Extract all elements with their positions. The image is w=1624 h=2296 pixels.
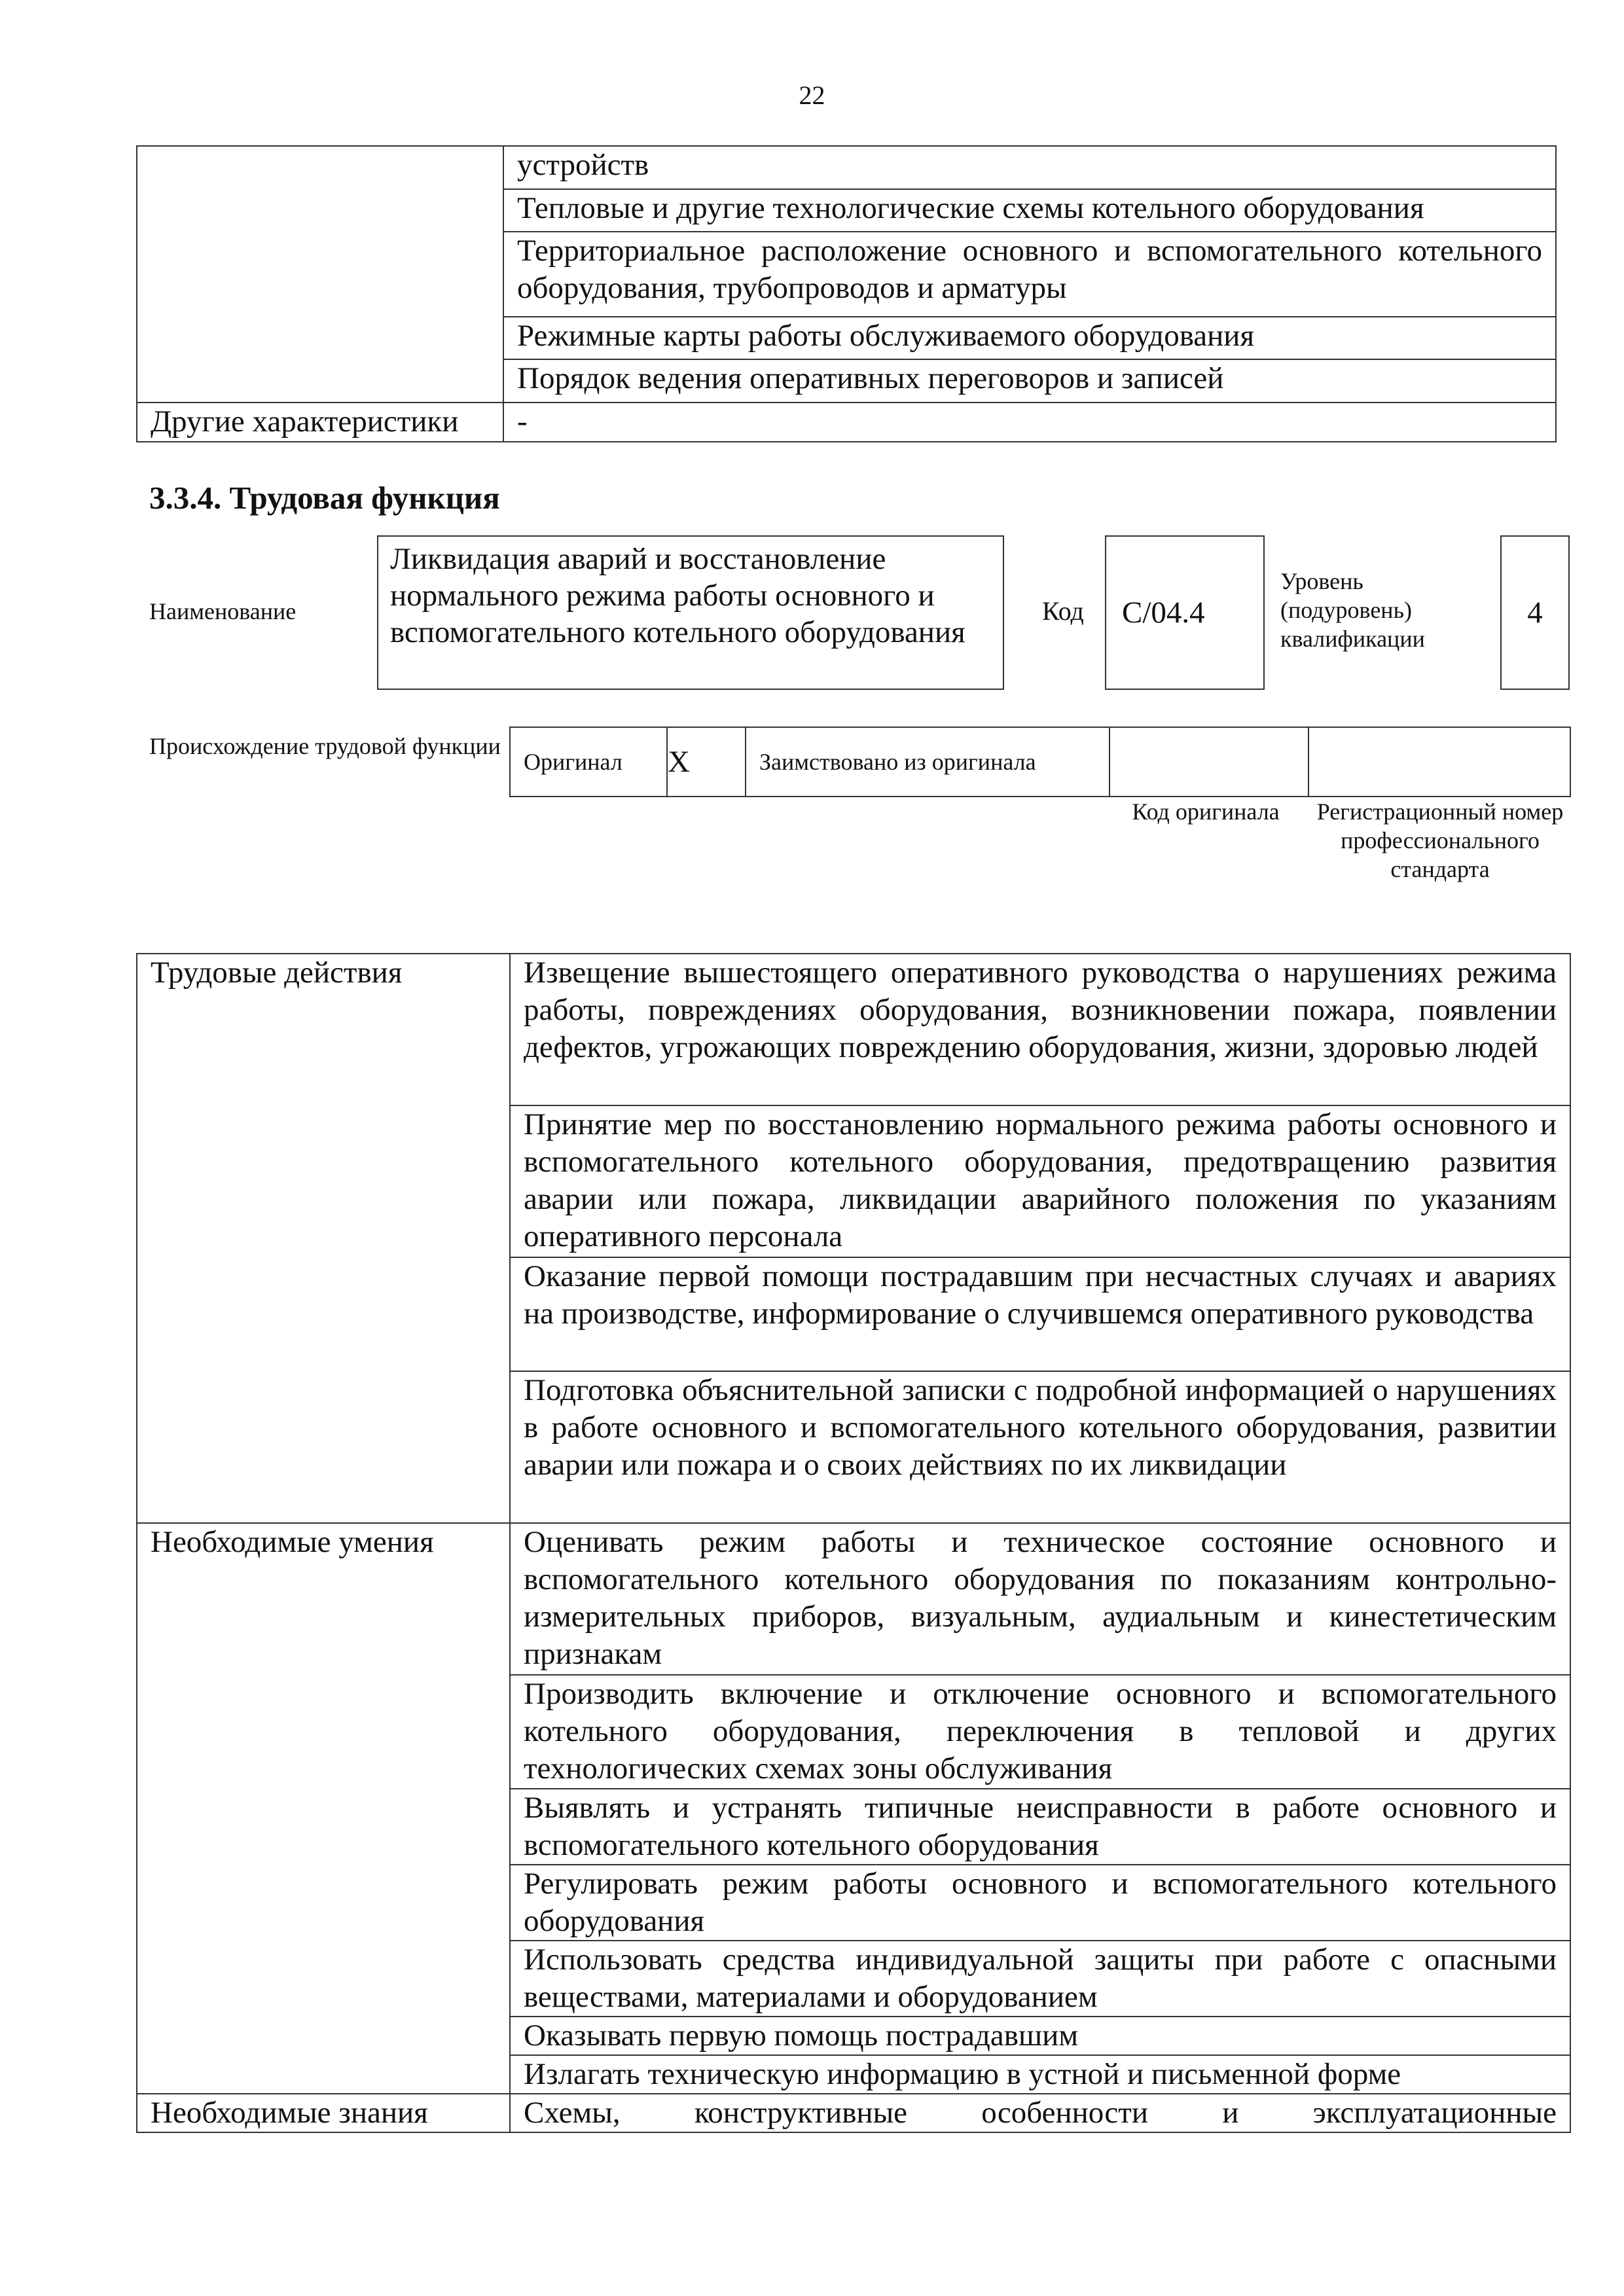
code-label: Код (1042, 596, 1084, 626)
table-row: Оценивать режим работы и техническое состояние основного и вспомогательного котельного оборудования по показаниям контрольно-измерительных приборов, визуальным, аудиальным и кинестетическим признакам (510, 1523, 1570, 1675)
other-characteristics-label: Другие характеристики (137, 403, 503, 442)
continuation-row: Порядок ведения оперативных переговоров и записей (503, 359, 1556, 403)
group-label: Необходимые знания (137, 2094, 510, 2132)
origin-original-label: Оригинал (510, 727, 667, 797)
name-label: Наименование (149, 598, 297, 624)
table-row: Выявлять и устранять типичные неисправности в работе основного и вспомогательного котельного оборудования (510, 1789, 1570, 1865)
name-value: Ликвидация аварий и восстановление нормального режима работы основного и вспомогательного котельного оборудования (377, 535, 1004, 690)
code-caption: Код оригинала (1132, 798, 1280, 825)
labor-function-table (136, 953, 1571, 2133)
table-row: Схемы, конструктивные особенности и эксплуатационные (510, 2094, 1570, 2132)
origin-reg-cell (1308, 727, 1570, 797)
table-row: Подготовка объяснительной записки с подробной информацией о нарушениях в работе основного и вспомогательного котельного оборудования, развитии аварии или пожара и о своих действиях по их ликвидации (510, 1371, 1570, 1523)
origin-table (509, 726, 1571, 797)
section-title: 3.3.4. Трудовая функция (149, 480, 500, 516)
continuation-row: Территориальное расположение основного и вспомогательного котельного оборудования, трубопроводов и арматуры (503, 232, 1556, 316)
continuation-row: Тепловые и другие технологические схемы котельного оборудования (503, 189, 1556, 232)
table-row: Извещение вышестоящего оперативного руководства о нарушениях режима работы, повреждениях оборудования, возникновении пожара, появлении дефектов, угрожающих повреждению оборудования, жизни, здоровью людей (510, 954, 1570, 1105)
origin-label: Происхождение трудовой функции (149, 733, 501, 759)
table-row: Оказание первой помощи пострадавшим при несчастных случаях и авариях на производстве, информирование о случившемся оперативного руководства (510, 1257, 1570, 1371)
qualification-level-label: Уровень (подуровень) квалификации (1280, 568, 1425, 652)
group-label: Необходимые умения (137, 1523, 510, 2094)
table-row: Производить включение и отключение основного и вспомогательного котельного оборудования, переключения в тепловой и других технологических схемах зоны обслуживания (510, 1675, 1570, 1789)
table-row: Принятие мер по восстановлению нормального режима работы основного и вспомогательного котельного оборудования, предотвращению развития аварии или пожара, ликвидации аварийного положения по указаниям оперативного персонала (510, 1105, 1570, 1257)
continuation-table (136, 145, 1557, 442)
group-label: Трудовые действия (137, 954, 510, 1523)
continuation-label-cell (137, 146, 503, 403)
continuation-row: устройств (503, 146, 1556, 189)
origin-borrowed-label: Заимствовано из оригинала (746, 727, 1110, 797)
qualification-level-value: 4 (1500, 535, 1570, 690)
origin-code-cell (1110, 727, 1308, 797)
other-characteristics-value: - (503, 403, 1556, 442)
table-row: Излагать техническую информацию в устной и письменной форме (510, 2055, 1570, 2094)
table-row: Регулировать режим работы основного и вспомогательного котельного оборудования (510, 1865, 1570, 1941)
code-value: C/04.4 (1105, 535, 1265, 690)
page-number: 22 (799, 81, 825, 110)
registration-caption: Регистрационный номер профессионального стандарта (1316, 798, 1564, 882)
continuation-row: Режимные карты работы обслуживаемого оборудования (503, 317, 1556, 360)
origin-original-mark: X (667, 727, 746, 797)
table-row: Оказывать первую помощь пострадавшим (510, 2017, 1570, 2055)
table-row: Использовать средства индивидуальной защиты при работе с опасными веществами, материалами и оборудованием (510, 1941, 1570, 2017)
